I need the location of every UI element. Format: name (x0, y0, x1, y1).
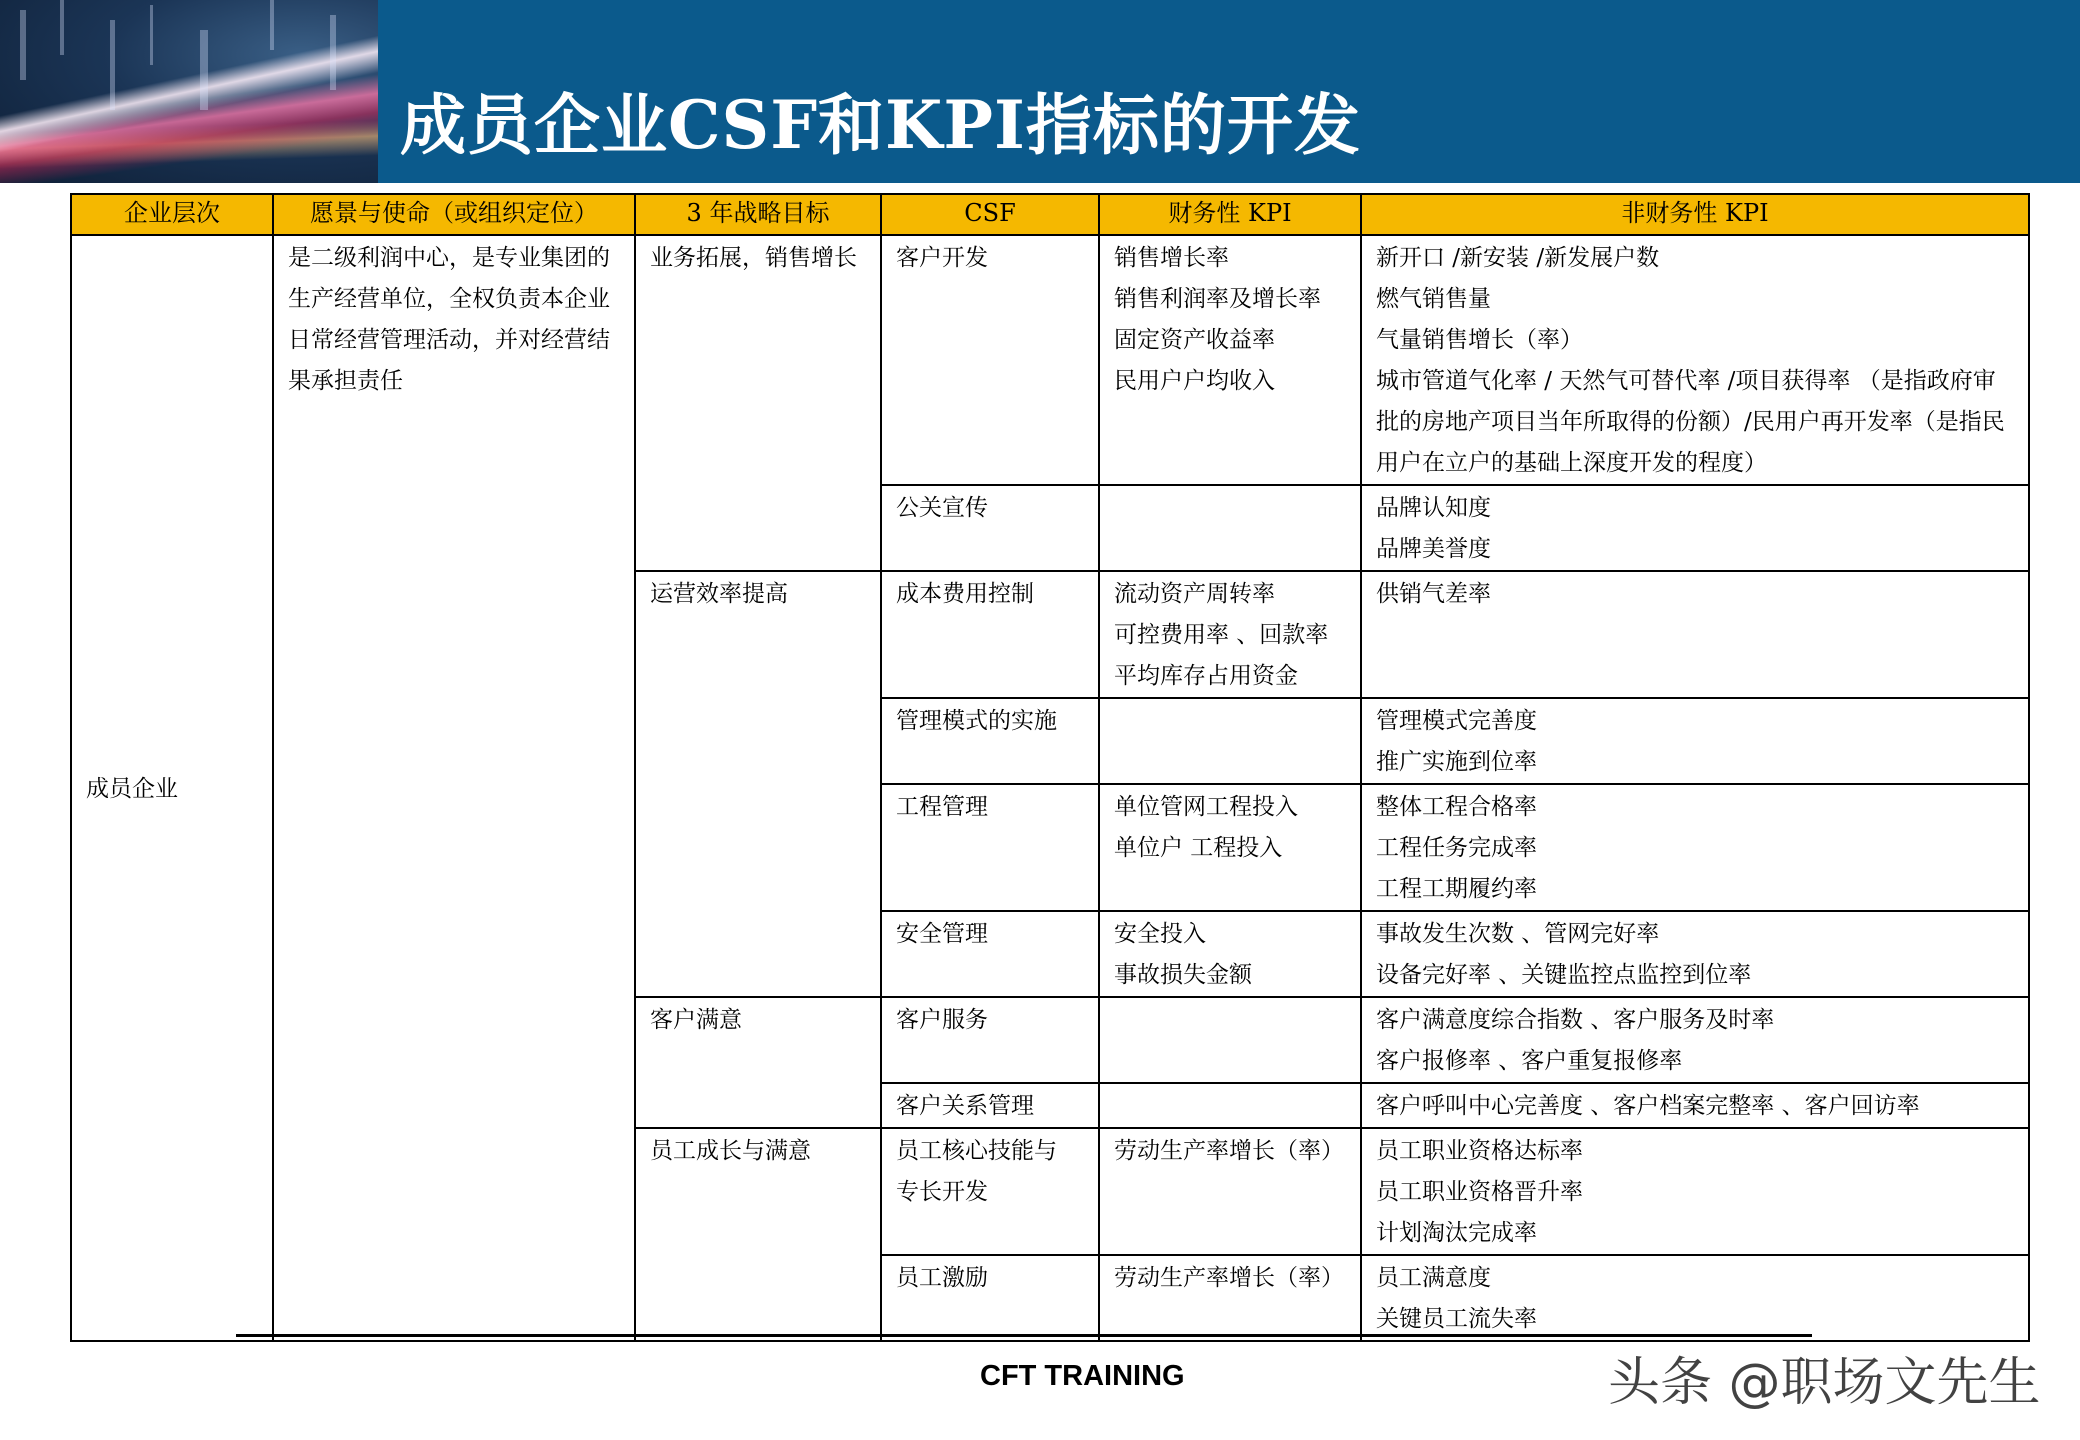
table-row (71, 235, 2029, 485)
kpi-item: 可控费用率 、回款率 (1114, 622, 1329, 648)
header-mission: 愿景与使命（或组织定位） (273, 194, 635, 235)
kpi-item: 固定资产收益率 (1114, 327, 1275, 353)
csf-cell: 工程管理 (881, 784, 1099, 911)
kpi-item: 品牌认知度 (1376, 495, 1491, 521)
financial-kpi-cell (1099, 1128, 1361, 1255)
kpi-item: 客户报修率 、客户重复报修率 (1376, 1048, 1683, 1074)
financial-kpi-cell (1099, 911, 1361, 997)
csf-cell: 客户开发 (881, 235, 1099, 485)
kpi-item: 客户呼叫中心完善度 、客户档案完整率 、客户回访率 (1376, 1093, 1920, 1119)
csf-cell: 客户服务 (881, 997, 1099, 1083)
kpi-item: 新开口 /新安装 /新发展户数 (1376, 245, 1660, 271)
kpi-item: 推广实施到位率 (1376, 749, 1537, 775)
nonfinancial-kpi-cell (1361, 1128, 2029, 1255)
financial-kpi-cell (1099, 485, 1361, 571)
kpi-item: 管理模式完善度 (1376, 708, 1537, 734)
kpi-item: 劳动生产率增长（率） (1114, 1138, 1344, 1164)
nonfinancial-kpi-cell (1361, 235, 2029, 485)
header-photo (0, 0, 378, 183)
kpi-item: 工程任务完成率 (1376, 835, 1537, 861)
kpi-item: 供销气差率 (1376, 581, 1491, 607)
financial-kpi-cell (1099, 1083, 1361, 1128)
header-level: 企业层次 (71, 194, 273, 235)
mission-cell: 是二级利润中心，是专业集团的生产经营单位，全权负责本企业日常经营管理活动，并对经营结果承担责任 (273, 235, 635, 1341)
financial-kpi-cell (1099, 571, 1361, 698)
kpi-item: 销售增长率 (1114, 245, 1229, 271)
csf-cell: 安全管理 (881, 911, 1099, 997)
watermark: 头条 @职场文先生 (1608, 1353, 2041, 1413)
kpi-item: 事故损失金额 (1114, 962, 1252, 988)
kpi-item: 设备完好率 、关键监控点监控到位率 (1376, 962, 1752, 988)
nonfinancial-kpi-cell (1361, 1083, 2029, 1128)
goal-cell: 客户满意 (635, 997, 881, 1128)
slide-title: 成员企业CSF和KPI指标的开发 (400, 86, 1361, 164)
kpi-item: 整体工程合格率 (1376, 794, 1537, 820)
slide-header (0, 0, 2080, 183)
kpi-item: 员工职业资格达标率 (1376, 1138, 1583, 1164)
goal-cell: 员工成长与满意 (635, 1128, 881, 1341)
footer-divider (236, 1334, 1812, 1337)
kpi-item: 城市管道气化率 / 天然气可替代率 /项目获得率 （是指政府审批的房地产项目当年所取得的份额）/民用户再开发率（是指民用户在立户的基础上深度开发的程度） (1376, 368, 2005, 476)
kpi-item: 品牌美誉度 (1376, 536, 1491, 562)
header-csf: CSF (881, 194, 1099, 235)
kpi-item: 平均库存占用资金 (1114, 663, 1298, 689)
kpi-item: 工程工期履约率 (1376, 876, 1537, 902)
csf-line: 专长开发 (896, 1179, 988, 1205)
nonfinancial-kpi-cell (1361, 698, 2029, 784)
kpi-item: 安全投入 (1114, 921, 1206, 947)
nonfinancial-kpi-cell (1361, 1255, 2029, 1341)
goal-cell: 运营效率提高 (635, 571, 881, 997)
financial-kpi-cell (1099, 784, 1361, 911)
kpi-item: 员工职业资格晋升率 (1376, 1179, 1583, 1205)
kpi-item: 事故发生次数 、管网完好率 (1376, 921, 1660, 947)
financial-kpi-cell (1099, 1255, 1361, 1341)
kpi-item: 客户满意度综合指数 、客户服务及时率 (1376, 1007, 1775, 1033)
kpi-item: 单位管网工程投入 (1114, 794, 1298, 820)
financial-kpi-cell (1099, 698, 1361, 784)
kpi-item: 计划淘汰完成率 (1376, 1220, 1537, 1246)
financial-kpi-cell (1099, 997, 1361, 1083)
csf-cell: 员工激励 (881, 1255, 1099, 1341)
nonfinancial-kpi-cell (1361, 911, 2029, 997)
kpi-item: 民用户户均收入 (1114, 368, 1275, 394)
nonfinancial-kpi-cell (1361, 571, 2029, 698)
kpi-item: 气量销售增长（率） (1376, 327, 1583, 353)
table-header-row (71, 194, 2029, 235)
header-financial-kpi: 财务性 KPI (1099, 194, 1361, 235)
csf-cell: 管理模式的实施 (881, 698, 1099, 784)
csf-line: 员工核心技能与 (896, 1138, 1057, 1164)
goal-cell: 业务拓展，销售增长 (635, 235, 881, 571)
csf-cell: 公关宣传 (881, 485, 1099, 571)
enterprise-level-cell: 成员企业 (71, 235, 273, 1341)
nonfinancial-kpi-cell (1361, 997, 2029, 1083)
header-goals: 3 年战略目标 (635, 194, 881, 235)
csf-cell (881, 1128, 1099, 1255)
header-nonfinancial-kpi: 非财务性 KPI (1361, 194, 2029, 235)
nonfinancial-kpi-cell (1361, 784, 2029, 911)
financial-kpi-cell (1099, 235, 1361, 485)
kpi-item: 关键员工流失率 (1376, 1306, 1537, 1332)
csf-cell: 成本费用控制 (881, 571, 1099, 698)
kpi-item: 单位户 工程投入 (1114, 835, 1283, 861)
csf-kpi-table (70, 193, 2030, 1342)
footer-label: CFT TRAINING (980, 1360, 1185, 1392)
kpi-item: 流动资产周转率 (1114, 581, 1275, 607)
kpi-item: 员工满意度 (1376, 1265, 1491, 1291)
nonfinancial-kpi-cell (1361, 485, 2029, 571)
kpi-item: 销售利润率及增长率 (1114, 286, 1321, 312)
csf-cell: 客户关系管理 (881, 1083, 1099, 1128)
kpi-item: 燃气销售量 (1376, 286, 1491, 312)
kpi-item: 劳动生产率增长（率） (1114, 1265, 1344, 1291)
